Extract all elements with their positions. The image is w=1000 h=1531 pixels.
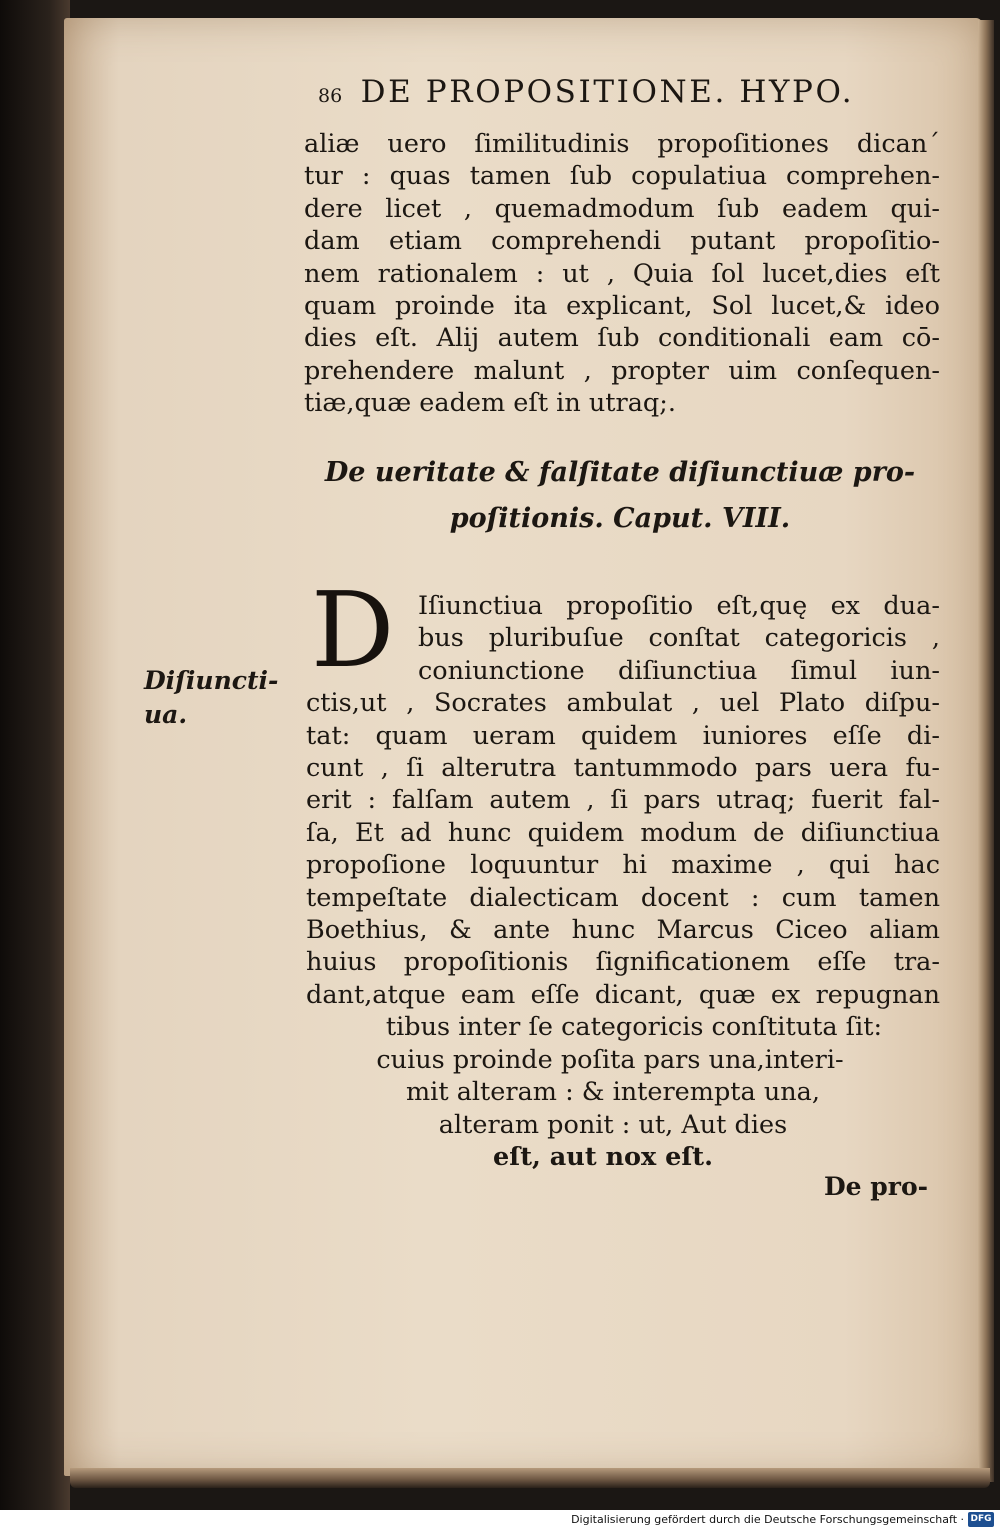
margin-note xyxy=(144,664,284,732)
running-header xyxy=(318,74,948,118)
dfg-logo-icon: DFG xyxy=(968,1512,994,1527)
paragraph-2 xyxy=(306,569,940,1173)
text-line: cunt , ſi alterutra tantummodo pars uera fu‐ xyxy=(306,753,940,784)
text-line: prehendere malunt , propter uim conſequen‐ xyxy=(304,355,940,386)
page-number: 86 xyxy=(318,85,343,107)
catchword: De pro‐ xyxy=(824,1172,928,1201)
text-line: dant,atque eam eſſe dicant, quæ ex repugnan xyxy=(306,979,940,1010)
text-line: mit alteram : & interempta una, xyxy=(406,1077,820,1108)
text-line: dam etiam comprehendi putant propoſitio‐ xyxy=(304,226,940,257)
text-line: dies eſt. Alij autem ſub conditionali eam cō‐ xyxy=(304,323,940,354)
text-line: cuius proinde poſita pars una,interi‐ xyxy=(376,1044,844,1075)
margin-note-line: Diſiuncti‐ xyxy=(144,666,279,695)
funding-notice: Digitalisierung gefördert durch die Deutsche Forschungsgemeinschaft · xyxy=(571,1513,964,1526)
text-line: tempeſtate dialecticam docent : cum tamen xyxy=(306,882,940,913)
text-line: tur : quas tamen ſub copulatiua comprehen‐ xyxy=(304,161,940,192)
text-line: Boethius, & ante hunc Marcus Ciceo aliam xyxy=(306,915,940,946)
text-line: ſa, Et ad hunc quidem modum de diſiunctiua xyxy=(306,817,940,848)
page-edge xyxy=(978,20,994,1482)
margin-note-line: ua. xyxy=(144,700,188,729)
text-line: ctis,ut , Socrates ambulat , uel Plato diſpu‐ xyxy=(306,688,940,719)
chapter-heading-line: De ueritate & falſitate diſiunctiuæ pro‐ xyxy=(324,457,916,488)
text-line: tibus inter ſe categoricis conſtituta ſit: xyxy=(385,1012,883,1043)
chapter-heading xyxy=(300,450,940,542)
text-line: tat: quam ueram quidem iuniores eſſe di‐ xyxy=(306,720,940,751)
text-line: aliæ uero ſimilitudinis propoſitiones dican´ xyxy=(304,129,940,159)
text-line: Iſiunctiua propoſitio eſt,quę ex dua‐ xyxy=(418,591,940,621)
text-line: nem rationalem : ut , Quia ſol lucet,dies eſt xyxy=(304,258,940,289)
text-line: quam proinde ita explicant, Sol lucet,& ideo xyxy=(304,291,940,322)
paragraph-1 xyxy=(304,128,940,420)
chapter-heading-line: poſitionis. Caput. VIII. xyxy=(449,503,791,534)
text-line: erit : falſam autem , ſi pars utraq; fuerit fal‐ xyxy=(306,785,940,816)
page-bottom-edge xyxy=(70,1468,990,1488)
drop-cap: D xyxy=(311,569,395,691)
text-line: tiæ,quæ eadem eſt in utraq;. xyxy=(304,388,676,419)
text-line: eſt, aut nox eſt. xyxy=(493,1141,713,1172)
text-line: bus pluribuſue conſtat categoricis , xyxy=(418,623,940,654)
text-line: huius propoſitionis ſignificationem eſſe tra‐ xyxy=(306,947,940,978)
book-gutter-shadow xyxy=(0,0,70,1510)
running-title: DE PROPOSITIONE. HYPO. xyxy=(360,74,855,110)
text-line: coniunctione diſiunctiua ſimul iun‐ xyxy=(418,655,940,686)
text-line: dere licet , quemadmodum ſub eadem qui‐ xyxy=(304,193,940,224)
text-line: alteram ponit : ut, Aut dies xyxy=(438,1109,788,1140)
text-line: propoſione loquuntur hi maxime , qui hac xyxy=(306,850,940,881)
